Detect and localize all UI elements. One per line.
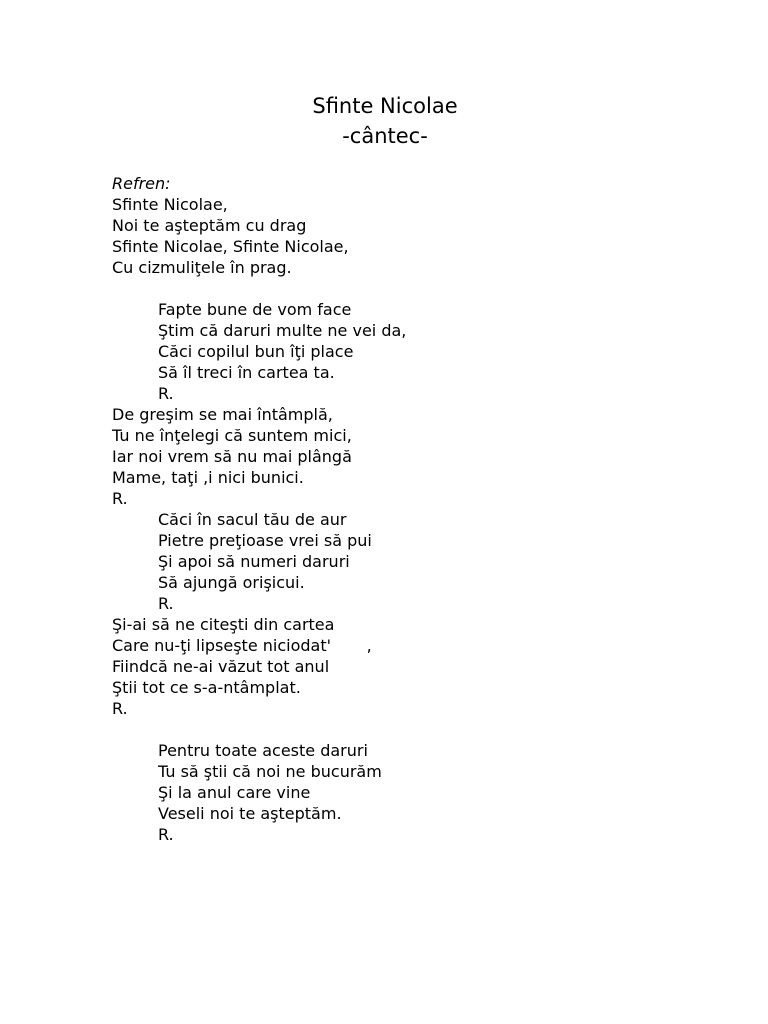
refrain-marker: R. xyxy=(112,489,128,508)
song-subtitle: -cântec- xyxy=(342,124,428,148)
stanza-line: De greşim se mai întâmplă, xyxy=(112,405,333,424)
song-text xyxy=(112,173,732,845)
title-block xyxy=(0,91,768,151)
refrain xyxy=(112,194,732,278)
refrain-heading: Refren: xyxy=(112,174,171,193)
refrain-line: Cu cizmuliţele în prag. xyxy=(112,258,292,277)
stanza-line: Şi apoi să numeri daruri xyxy=(158,552,350,571)
stanza xyxy=(112,614,732,719)
refrain-line: Sfinte Nicolae, Sfinte Nicolae, xyxy=(112,237,349,256)
stanza-line: Tu ne înţelegi că suntem mici, xyxy=(112,426,352,445)
stanza-line: Ştim că daruri multe ne vei da, xyxy=(158,321,407,340)
refrain-line: Sfinte Nicolae, xyxy=(112,195,228,214)
stanza-line: Mame, taţi ,i nici bunici. xyxy=(112,468,304,487)
stanzas xyxy=(112,299,732,845)
stanza-line: Să îl treci în cartea ta. xyxy=(158,363,335,382)
refrain-marker: R. xyxy=(158,594,174,613)
blank-line xyxy=(112,719,732,740)
refrain-marker: R. xyxy=(112,699,128,718)
stanza xyxy=(112,740,732,845)
blank-line xyxy=(112,278,732,299)
stanza-line: Şi-ai să ne citeşti din cartea xyxy=(112,615,335,634)
song-title: Sfinte Nicolae xyxy=(312,94,458,118)
stanza-line: Căci copilul bun îţi place xyxy=(158,342,354,361)
stanza-line: Fapte bune de vom face xyxy=(158,300,352,319)
stanza-line: Ştii tot ce s-a-ntâmplat. xyxy=(112,678,301,697)
stanza-line: Fiindcă ne-ai văzut tot anul xyxy=(112,657,330,676)
stanza-line: Şi la anul care vine xyxy=(158,783,311,802)
stanza xyxy=(112,299,732,404)
stanza-line: Iar noi vrem să nu mai plângă xyxy=(112,447,352,466)
stanza-line: Să ajungă orişicui. xyxy=(158,573,305,592)
stanza xyxy=(112,509,732,614)
stanza-line: Care nu-ţi lipseşte niciodat' , xyxy=(112,636,372,655)
refrain-marker: R. xyxy=(158,825,174,844)
stanza-line: Veseli noi te aşteptăm. xyxy=(158,804,342,823)
stanza-line: Tu să ştii că noi ne bucurăm xyxy=(158,762,382,781)
refrain-marker: R. xyxy=(158,384,174,403)
stanza-line: Pentru toate aceste daruri xyxy=(158,741,368,760)
stanza-line: Pietre preţioase vrei să pui xyxy=(158,531,372,550)
stanza-line: Căci în sacul tău de aur xyxy=(158,510,347,529)
refrain-line: Noi te aşteptăm cu drag xyxy=(112,216,307,235)
stanza xyxy=(112,404,732,509)
